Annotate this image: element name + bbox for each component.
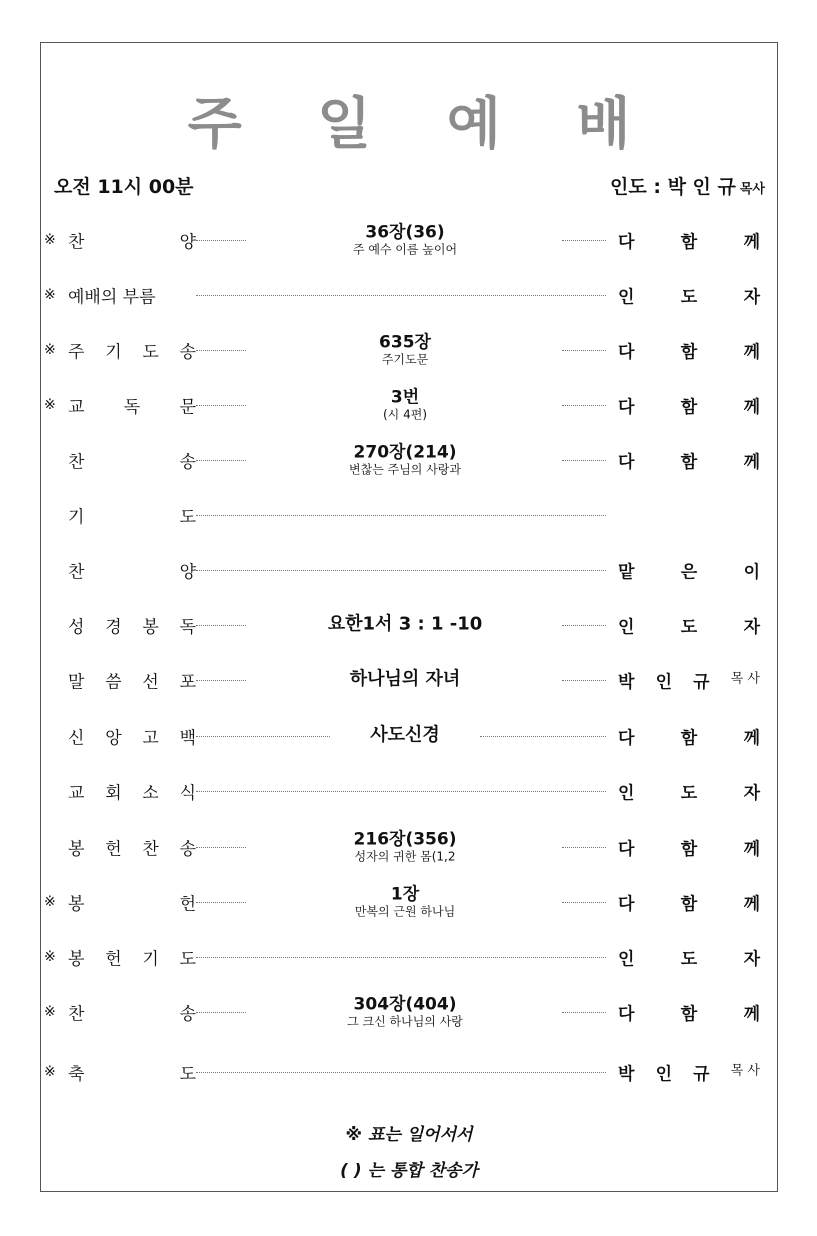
item-person <box>618 890 760 915</box>
item-person-char: 인 <box>618 617 635 638</box>
hymn-number: 216장(356) <box>353 829 457 850</box>
leader-dots <box>196 570 606 571</box>
item-person-char: 함 <box>680 342 698 363</box>
item-content <box>250 995 560 1028</box>
item-label-char: 예배의 부름 <box>68 287 156 308</box>
hymn-number: 635장 <box>379 332 431 353</box>
item-person <box>618 283 760 308</box>
item-label-char: 신 <box>68 728 85 749</box>
item-person-char: 맡 <box>618 562 635 583</box>
item-label <box>68 1000 196 1025</box>
leader-dots <box>562 240 606 241</box>
item-person-char: 목 사 <box>730 671 760 687</box>
item-label-char: 양 <box>179 562 196 583</box>
service-item-row <box>40 822 778 872</box>
hymn-number: 270장(214) <box>353 442 457 463</box>
item-label <box>68 1060 196 1085</box>
item-label-char: 송 <box>179 452 196 473</box>
item-label-char: 도 <box>179 1064 196 1085</box>
item-person-char: 께 <box>743 452 760 473</box>
leader-dots <box>196 1072 606 1073</box>
note-hymnal: ( ) 는 통합 찬송가 <box>340 1161 478 1181</box>
standing-mark: ※ <box>44 894 56 910</box>
item-person-char: 다 <box>618 728 635 749</box>
item-content <box>250 223 560 256</box>
leader-dots <box>196 902 246 903</box>
item-content <box>250 885 560 918</box>
item-person-char: 께 <box>743 839 760 860</box>
note-standing: ※ 표는 일어서서 <box>345 1125 473 1145</box>
item-person <box>618 613 760 638</box>
leader-dots <box>196 460 246 461</box>
item-label-char: 찬 <box>68 232 85 253</box>
item-person-char: 함 <box>680 397 698 418</box>
item-person-char: 함 <box>680 1004 698 1025</box>
standing-mark: ※ <box>44 287 56 303</box>
item-content <box>250 333 560 366</box>
item-person-char: 규 <box>693 1064 710 1085</box>
item-label-char: 송 <box>179 342 196 363</box>
item-label-char: 성 <box>68 617 85 638</box>
leader-dots <box>562 625 606 626</box>
hymn-number: 36장(36) <box>365 222 445 243</box>
item-label <box>68 668 196 693</box>
item-label-char: 송 <box>179 839 196 860</box>
item-label-char: 식 <box>179 783 196 804</box>
item-label-char: 찬 <box>68 1004 85 1025</box>
standing-mark: ※ <box>44 1004 56 1020</box>
item-person-char: 다 <box>618 452 635 473</box>
item-person-char: 함 <box>680 452 698 473</box>
item-person <box>618 1000 760 1025</box>
item-person-char: 인 <box>655 1064 673 1085</box>
item-label-char: 축 <box>68 1064 85 1085</box>
item-person-char: 자 <box>743 783 760 804</box>
item-label-char: 양 <box>179 232 196 253</box>
leader-dots <box>196 957 606 958</box>
leader-dots <box>562 847 606 848</box>
item-label-char: 찬 <box>68 562 85 583</box>
service-item-row <box>40 490 778 540</box>
item-person-char: 목 사 <box>730 1063 760 1079</box>
item-person <box>618 945 760 970</box>
item-label <box>68 228 196 253</box>
service-item-row <box>40 655 778 705</box>
service-item-row <box>40 545 778 595</box>
hymn-number: 1장 <box>390 884 420 905</box>
hymn-number: 3번 <box>390 387 420 408</box>
service-item-row <box>40 325 778 375</box>
item-label-char: 선 <box>142 672 159 693</box>
item-person <box>618 779 760 804</box>
item-label-char: 헌 <box>105 839 122 860</box>
item-person-char: 인 <box>618 287 635 308</box>
leader-dots <box>196 680 246 681</box>
item-label-char: 헌 <box>179 894 196 915</box>
service-item-row <box>40 435 778 485</box>
item-person-char: 다 <box>618 232 635 253</box>
item-person-char: 박 <box>618 672 635 693</box>
leader-dots <box>196 405 246 406</box>
item-label-char: 기 <box>105 342 122 363</box>
item-person-char: 께 <box>743 342 760 363</box>
item-person-char: 도 <box>680 617 698 638</box>
item-label-char: 주 <box>68 342 85 363</box>
item-person-char: 자 <box>743 617 760 638</box>
item-person-char: 규 <box>693 672 710 693</box>
item-person <box>618 668 760 693</box>
leader-dots <box>196 295 606 296</box>
item-content <box>250 388 560 421</box>
item-label <box>68 558 196 583</box>
item-person <box>618 558 760 583</box>
item-person-char: 자 <box>743 287 760 308</box>
service-item-row <box>40 270 778 320</box>
item-label-char: 봉 <box>68 894 85 915</box>
item-person <box>618 338 760 363</box>
item-person <box>618 724 760 749</box>
item-person-char: 도 <box>680 783 698 804</box>
service-item-row <box>40 380 778 430</box>
hymn-title: 만복의 근원 하나님 <box>354 903 456 918</box>
hymn-title: 그 크신 하나님의 사랑 <box>347 1013 463 1028</box>
hymn-title: 주 예수 이름 높이어 <box>352 241 458 256</box>
service-item-row <box>40 766 778 816</box>
leader-dots <box>562 405 606 406</box>
item-label-char: 문 <box>179 397 196 418</box>
hymn-number: 304장(404) <box>353 994 457 1015</box>
item-person-char: 함 <box>680 232 698 253</box>
item-label-char: 말 <box>68 672 85 693</box>
item-label-char: 도 <box>179 507 196 528</box>
item-person <box>618 448 760 473</box>
item-person-char: 도 <box>680 949 698 970</box>
leader-dots <box>196 240 246 241</box>
item-content-text: 사도신경 <box>370 724 440 746</box>
item-label <box>68 613 196 638</box>
item-person-char: 함 <box>680 839 698 860</box>
item-person-char: 다 <box>618 342 635 363</box>
item-person-char: 께 <box>743 397 760 418</box>
item-label-char: 헌 <box>105 949 122 970</box>
item-person-char: 박 <box>618 1064 635 1085</box>
item-label-char: 포 <box>179 672 196 693</box>
service-item-row <box>40 1047 778 1097</box>
item-label <box>68 779 196 804</box>
item-person-char: 께 <box>743 232 760 253</box>
item-label <box>68 393 196 418</box>
item-label-char: 경 <box>105 617 122 638</box>
item-person-char: 인 <box>618 783 635 804</box>
item-label-char: 도 <box>142 342 159 363</box>
leader-dots <box>562 350 606 351</box>
item-person-char: 인 <box>655 672 673 693</box>
leader-dots <box>562 902 606 903</box>
item-label <box>68 724 196 749</box>
item-label-char: 봉 <box>68 949 85 970</box>
standing-mark: ※ <box>44 949 56 965</box>
item-label <box>68 338 196 363</box>
hymn-title: (시 4편) <box>383 406 427 421</box>
service-item-row <box>40 932 778 982</box>
item-content <box>250 726 560 747</box>
item-label-char: 교 <box>68 397 85 418</box>
standing-mark: ※ <box>44 232 56 248</box>
leader-dots <box>562 460 606 461</box>
service-item-row <box>40 600 778 650</box>
service-item-row <box>40 215 778 265</box>
item-label-char: 봉 <box>68 839 85 860</box>
standing-mark: ※ <box>44 342 56 358</box>
item-label-char: 기 <box>142 949 159 970</box>
item-person-char: 다 <box>618 839 635 860</box>
leader-dots <box>196 847 246 848</box>
item-label <box>68 835 196 860</box>
item-label-char: 송 <box>179 1004 196 1025</box>
service-item-row <box>40 877 778 927</box>
item-content <box>250 443 560 476</box>
item-label-char: 고 <box>142 728 159 749</box>
leader-dots <box>196 1012 246 1013</box>
leader-dots <box>196 791 606 792</box>
item-person-char: 함 <box>680 728 698 749</box>
item-label-char: 찬 <box>68 452 85 473</box>
item-label-char: 봉 <box>142 617 159 638</box>
hymn-title: 변찮는 주님의 사랑과 <box>349 461 461 476</box>
item-person-char: 은 <box>680 562 698 583</box>
item-person-char: 다 <box>618 894 635 915</box>
item-person-char: 인 <box>618 949 635 970</box>
leader-dots <box>196 515 606 516</box>
standing-mark: ※ <box>44 1064 56 1080</box>
item-content-text: 요한1서 3 : 1 -10 <box>327 613 483 635</box>
item-label-char: 소 <box>142 783 159 804</box>
service-item-row <box>40 711 778 761</box>
item-label <box>68 890 196 915</box>
page-title: 주 일 예 배 <box>187 92 659 157</box>
item-label-char: 교 <box>68 783 85 804</box>
leader-dots <box>562 680 606 681</box>
item-label-char: 찬 <box>142 839 159 860</box>
item-content <box>250 670 560 691</box>
item-person-char: 이 <box>743 562 760 583</box>
item-person-char: 께 <box>743 728 760 749</box>
item-person-char: 다 <box>618 1004 635 1025</box>
item-person <box>618 835 760 860</box>
hymn-title: 성자의 귀한 몸(1,2 <box>354 848 456 863</box>
item-content-text: 하나님의 자녀 <box>349 668 461 690</box>
item-content <box>250 830 560 863</box>
item-label-char: 기 <box>68 507 85 528</box>
item-label <box>68 945 196 970</box>
leader-label: 인도 : 박 인 규 <box>610 176 736 198</box>
item-label <box>68 503 196 528</box>
item-person <box>618 393 760 418</box>
leader-dots <box>196 625 246 626</box>
item-label-char: 독 <box>123 397 141 418</box>
item-label-char: 씀 <box>105 672 122 693</box>
service-time: 오전 11시 00분 <box>54 176 194 198</box>
item-person-char: 도 <box>680 287 698 308</box>
item-label-char: 도 <box>179 949 196 970</box>
item-person-char: 께 <box>743 894 760 915</box>
leader-dots <box>562 1012 606 1013</box>
item-label <box>68 283 196 308</box>
item-person-char: 께 <box>743 1004 760 1025</box>
item-person-char: 함 <box>680 894 698 915</box>
item-label-char: 회 <box>105 783 122 804</box>
standing-mark: ※ <box>44 397 56 413</box>
item-person <box>618 228 760 253</box>
leader-title: 목사 <box>739 182 765 197</box>
leader-dots <box>196 350 246 351</box>
item-person-char: 다 <box>618 397 635 418</box>
item-person-char: 자 <box>743 949 760 970</box>
service-leader <box>610 172 765 199</box>
hymn-title: 주기도문 <box>381 351 429 366</box>
item-label <box>68 448 196 473</box>
item-person <box>618 1060 760 1085</box>
service-item-row <box>40 987 778 1037</box>
item-label-char: 독 <box>179 617 196 638</box>
item-label-char: 앙 <box>105 728 122 749</box>
item-content <box>250 615 560 636</box>
item-label-char: 백 <box>179 728 196 749</box>
